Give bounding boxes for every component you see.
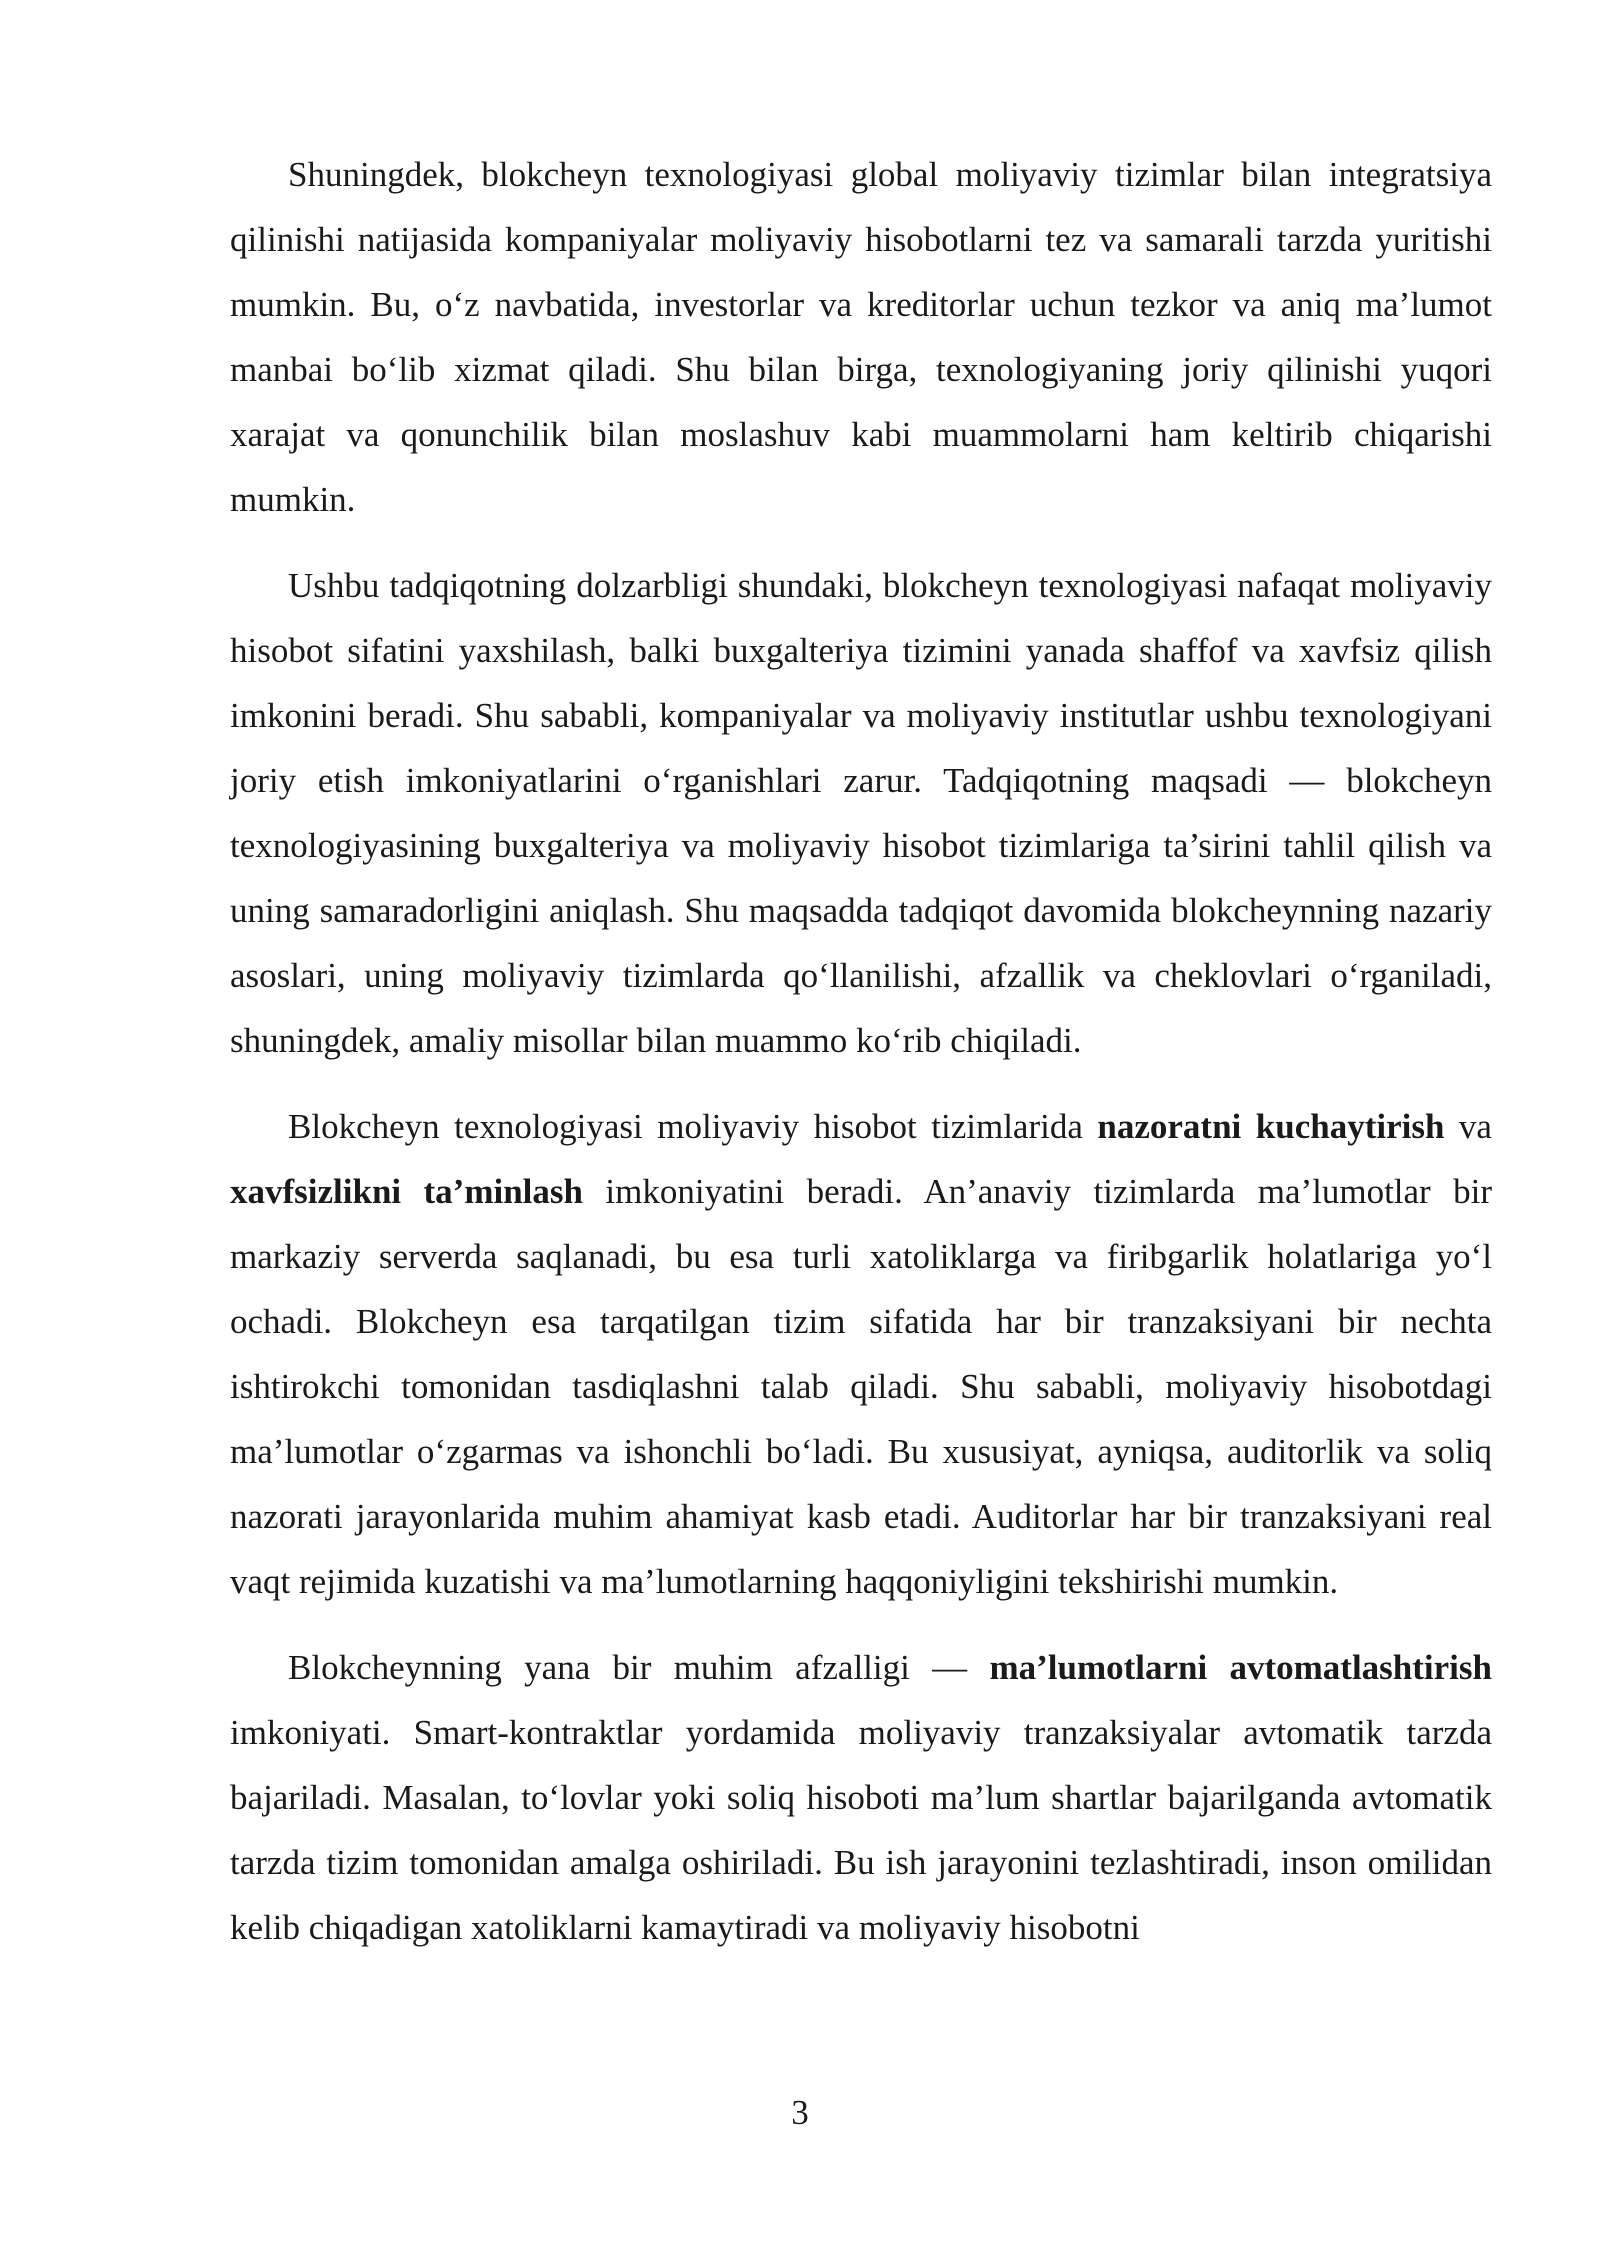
document-page — [230, 142, 1492, 1981]
paragraph-2 — [230, 553, 1492, 1073]
paragraph-4-bold-phrase-1: ma’lumotlarni avtomatlashtirish — [989, 1648, 1492, 1687]
paragraph-1 — [230, 142, 1492, 532]
page-number: 3 — [791, 2093, 809, 2132]
paragraph-3-text-part-2: va — [1444, 1107, 1492, 1146]
paragraph-3-text-part-1: Blokcheyn texnologiyasi moliyaviy hisobot tizimlarida — [288, 1107, 1098, 1146]
paragraph-3-bold-phrase-1: nazoratni kuchaytirish — [1097, 1107, 1445, 1146]
paragraph-1-text: Shuningdek, blokcheyn texnologiyasi global moliyaviy tizimlar bilan integratsiya qilinishi natijasida kompaniyalar moliyaviy hisobotlarni tez va samarali tarzda yuritishi mumkin. Bu, o‘z navbatida, investorlar va kreditorlar uchun tezkor va aniq ma’lumot manbai bo‘lib xizmat qiladi. Shu bilan birga, texnologiyaning joriy qilinishi yuqori xarajat va qonunchilik bilan moslashuv kabi muammolarni ham keltirib chiqarishi mumkin. — [230, 155, 1492, 519]
paragraph-3 — [230, 1094, 1492, 1614]
paragraph-4-text-part-1: Blokcheynning yana bir muhim afzalligi — — [288, 1648, 990, 1687]
paragraph-2-text: Ushbu tadqiqotning dolzarbligi shundaki, blokcheyn texnologiyasi nafaqat moliyaviy hisobot sifatini yaxshilash, balki buxgalteriya tizimini yanada shaffof va xavfsiz qilish imkonini beradi. Shu sababli, kompaniyalar va moliyaviy institutlar ushbu texnologiyani joriy etish imkoniyatlarini o‘rganishlari zarur. Tadqiqotning maqsadi — blokcheyn texnologiyasining buxgalteriya va moliyaviy hisobot tizimlariga ta’sirini tahlil qilish va uning samaradorligini aniqlash. Shu maqsadda tadqiqot davomida blokcheynning nazariy asoslari, uning moliyaviy tizimlarda qo‘llanilishi, afzallik va cheklovlari o‘rganiladi, shuningdek, amaliy misollar bilan muammo ko‘rib chiqiladi. — [230, 566, 1492, 1060]
paragraph-4-text-part-2: imkoniyati. Smart-kontraktlar yordamida moliyaviy tranzaksiyalar avtomatik tarzda bajariladi. Masalan, to‘lovlar yoki soliq hisoboti ma’lum shartlar bajarilganda avtomatik tarzda tizim tomonidan amalga oshiriladi. Bu ish jarayonini tezlashtiradi, inson omilidan kelib chiqadigan xatoliklarni kamaytiradi va moliyaviy hisobotni — [230, 1713, 1492, 1947]
paragraph-3-bold-phrase-2: xavfsizlikni ta’minlash — [230, 1172, 583, 1211]
paragraph-3-text-part-3: imkoniyatini beradi. An’anaviy tizimlarda ma’lumotlar bir markaziy serverda saqlanadi, bu esa turli xatoliklarga va firibgarlik holatlariga yo‘l ochadi. Blokcheyn esa tarqatilgan tizim sifatida har bir tranzaksiyani bir nechta ishtirokchi tomonidan tasdiqlashni talab qiladi. Shu sababli, moliyaviy hisobotdagi ma’lumotlar o‘zgarmas va ishonchli bo‘ladi. Bu xususiyat, ayniqsa, auditorlik va soliq nazorati jarayonlarida muhim ahamiyat kasb etadi. Auditorlar har bir tranzaksiyani real vaqt rejimida kuzatishi va ma’lumotlarning haqqoniyligini tekshirishi mumkin. — [230, 1172, 1492, 1601]
paragraph-4 — [230, 1635, 1492, 1960]
